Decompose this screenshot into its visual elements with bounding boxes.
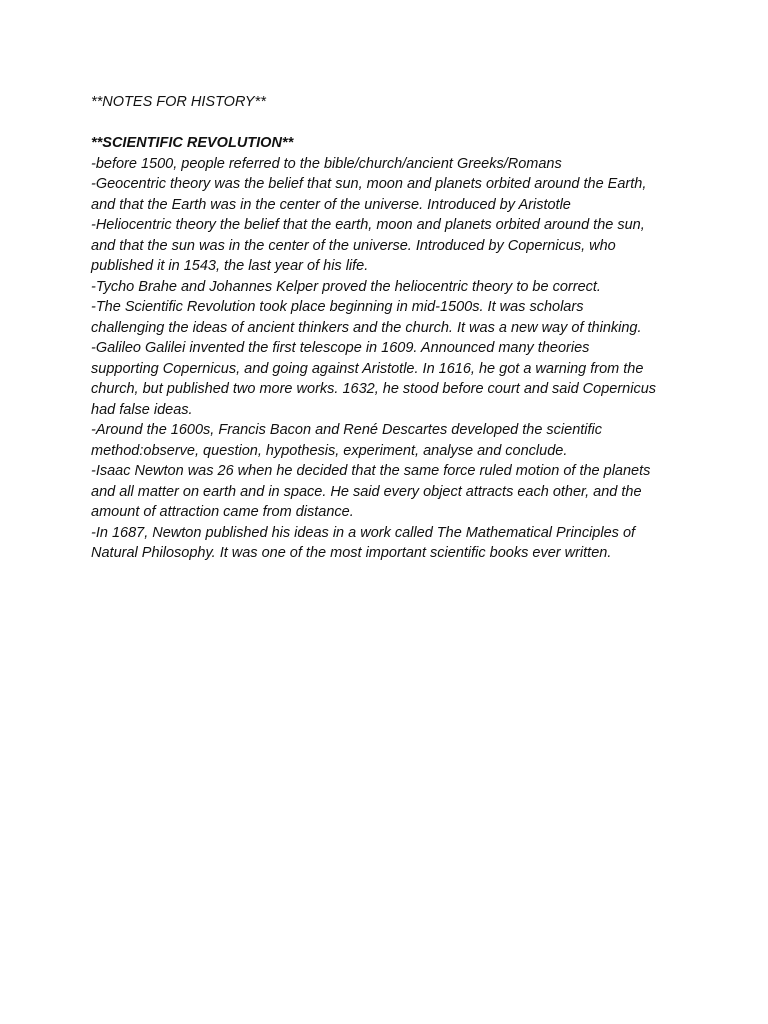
note-line: -Geocentric theory was the belief that sun, moon and planets orbited around the Earth, [91, 176, 647, 192]
document-body [91, 92, 691, 564]
note-line: and that the sun was in the center of the universe. Introduced by Copernicus, who [91, 237, 616, 254]
document-title: **NOTES FOR HISTORY** [91, 94, 266, 110]
note-line: -In 1687, Newton published his ideas in a work called The Mathematical Principles of [91, 524, 636, 541]
note-line: -before 1500, people referred to the bible/church/ancient Greeks/Romans [91, 155, 562, 172]
note-line: challenging the ideas of ancient thinkers and the church. It was a new way of thinking. [91, 319, 642, 336]
note-line: church, but published two more works. 1632, he stood before court and said Copernicus [91, 381, 657, 397]
note-line: -Isaac Newton was 26 when he decided that the same force ruled motion of the planets [91, 463, 651, 479]
note-line: amount of attraction came from distance. [91, 504, 354, 520]
blank-line [91, 113, 691, 134]
notes-list [91, 154, 691, 564]
note-line: and all matter on earth and in space. He said every object attracts each other, and the [91, 483, 642, 500]
note-line: Natural Philosophy. It was one of the most important scientific books ever written. [91, 545, 612, 561]
note-line: and that the Earth was in the center of the universe. Introduced by Aristotle [91, 196, 571, 213]
note-line: -Around the 1600s, Francis Bacon and René Descartes developed the scientific [91, 422, 603, 438]
note-line: -Heliocentric theory the belief that the earth, moon and planets orbited around the sun, [91, 217, 645, 233]
note-line: -Tycho Brahe and Johannes Kelper proved the heliocentric theory to be correct. [91, 278, 601, 295]
section-heading: **SCIENTIFIC REVOLUTION** [91, 135, 294, 151]
note-line: published it in 1543, the last year of his life. [91, 258, 369, 274]
note-line: -The Scientific Revolution took place beginning in mid-1500s. It was scholars [91, 299, 584, 315]
note-line: method:observe, question, hypothesis, experiment, analyse and conclude. [91, 442, 568, 459]
note-line: supporting Copernicus, and going against Aristotle. In 1616, he got a warning from the [91, 360, 644, 377]
note-line: had false ideas. [91, 401, 193, 418]
note-line: -Galileo Galilei invented the first telescope in 1609. Announced many theories [91, 340, 590, 356]
